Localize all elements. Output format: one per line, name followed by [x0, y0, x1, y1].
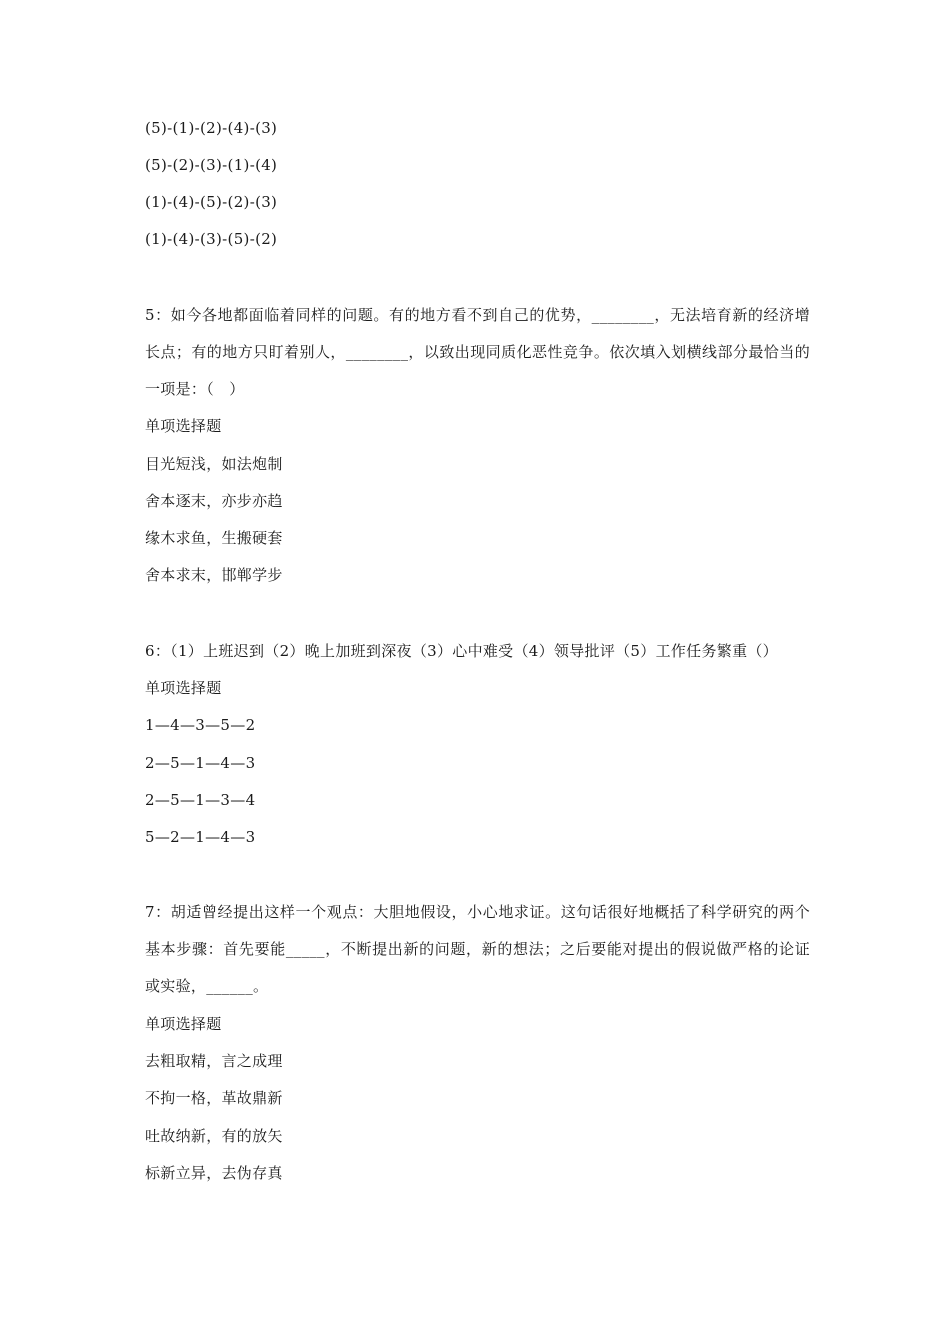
prev-option-3: (1)-(4)-(5)-(2)-(3) [145, 193, 278, 211]
q7-option-2: 不拘一格，革故鼎新 [145, 1089, 283, 1107]
q6-option-1: 1—4—3—5—2 [145, 716, 256, 734]
q5-option-1: 目光短浅，如法炮制 [145, 455, 283, 473]
q6-type: 单项选择题 [145, 679, 222, 697]
q5-option-4: 舍本求末，邯郸学步 [145, 566, 283, 584]
q5-stem: 5：如今各地都面临着同样的问题。有的地方看不到自己的优势，________，无法培育新的经济增长点；有的地方只盯着别人，________，以致出现同质化恶性竞争。依次填入划横线部分最恰当的一项是：（ ） [145, 306, 810, 398]
q7-option-4: 标新立异，去伪存真 [145, 1164, 283, 1182]
prev-option-2: (5)-(2)-(3)-(1)-(4) [145, 156, 278, 174]
q6-stem: 6：（1）上班迟到（2）晚上加班到深夜（3）心中难受（4）领导批评（5）工作任务繁重（） [145, 642, 778, 660]
q5-option-2: 舍本逐末，亦步亦趋 [145, 492, 283, 510]
prev-option-4: (1)-(4)-(3)-(5)-(2) [145, 230, 278, 248]
q7-option-1: 去粗取精，言之成理 [145, 1052, 283, 1070]
q6-option-2: 2—5—1—4—3 [145, 754, 256, 772]
q7-stem: 7：胡适曾经提出这样一个观点：大胆地假设，小心地求证。这句话很好地概括了科学研究的两个基本步骤：首先要能_____，不断提出新的问题，新的想法；之后要能对提出的假说做严格的论证或实验，______。 [145, 903, 810, 995]
q7-option-3: 吐故纳新，有的放矢 [145, 1127, 283, 1145]
prev-option-1: (5)-(1)-(2)-(4)-(3) [145, 119, 278, 137]
q5-type: 单项选择题 [145, 417, 222, 435]
q6-option-4: 5—2—1—4—3 [145, 828, 256, 846]
q5-option-3: 缘木求鱼，生搬硬套 [145, 529, 283, 547]
q7-type: 单项选择题 [145, 1015, 222, 1033]
q6-option-3: 2—5—1—3—4 [145, 791, 256, 809]
